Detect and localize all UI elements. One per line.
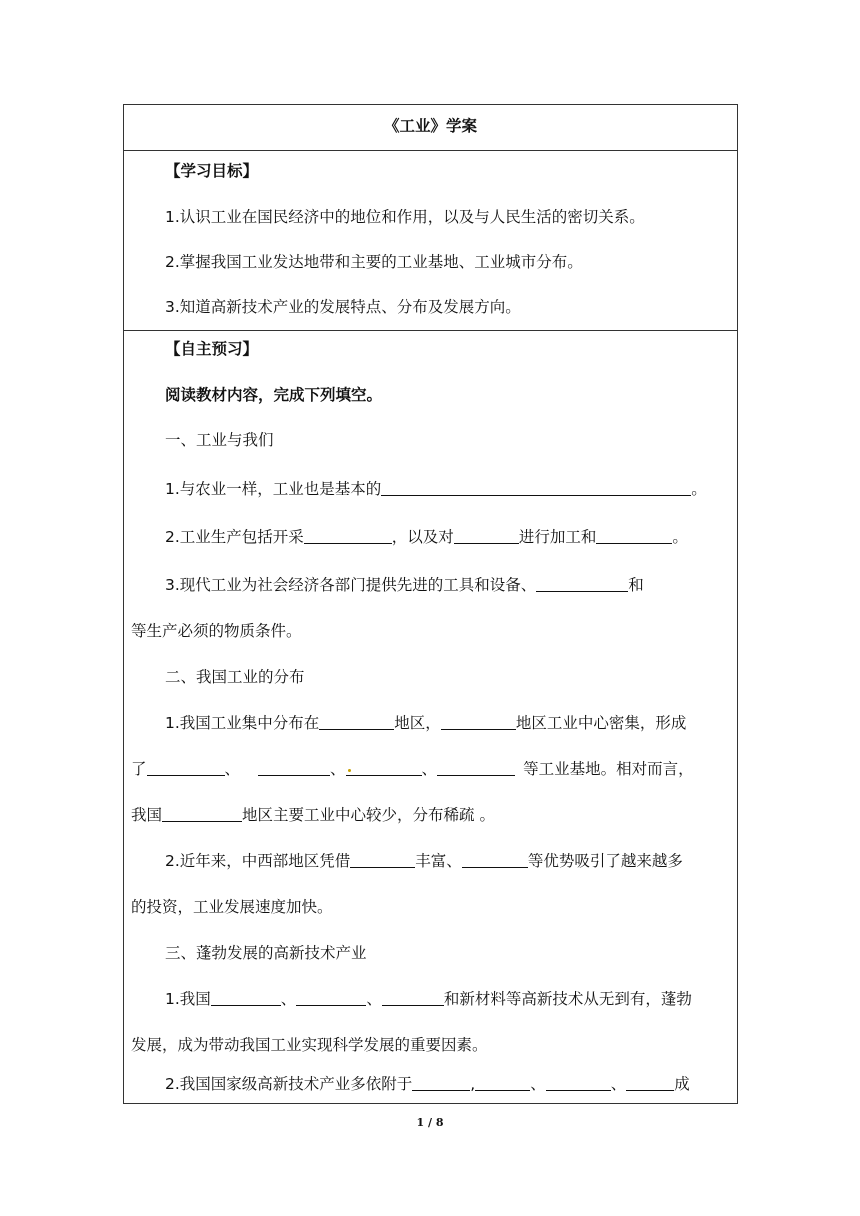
- preview-instruction: 阅读教材内容，完成下列填空。: [165, 386, 383, 404]
- preview-heading: 【自主预习】: [165, 340, 259, 358]
- answer-blank[interactable]: [162, 805, 242, 822]
- goals-heading: 【学习目标】: [165, 162, 259, 180]
- answer-blank[interactable]: [454, 527, 519, 544]
- page-number: 1 / 8: [416, 1116, 444, 1129]
- answer-blank[interactable]: [626, 1074, 674, 1091]
- question-line: 1.我国工业集中分布在 地区， 地区工业中心密集，形成: [165, 714, 687, 732]
- answer-blank[interactable]: [462, 851, 528, 868]
- answer-blank[interactable]: [596, 527, 672, 544]
- answer-blank[interactable]: [147, 759, 225, 776]
- answer-blank[interactable]: [382, 989, 444, 1006]
- answer-blank[interactable]: [441, 713, 516, 730]
- answer-blank[interactable]: [437, 759, 515, 776]
- question-line: 3.现代工业为社会经济各部门提供先进的工具和设备、 和: [165, 576, 644, 594]
- question-line: 发展，成为带动我国工业实现科学发展的重要因素。: [131, 1036, 488, 1054]
- question-line: 2.近年来，中西部地区凭借 丰富、 等优势吸引了越来越多: [165, 852, 683, 870]
- question-line: 2.我国国家级高新技术产业多依附于 , 、 、 成: [165, 1075, 690, 1093]
- answer-blank[interactable]: [536, 575, 628, 592]
- question-line: 1.与农业一样，工业也是基本的 。: [165, 480, 707, 498]
- worksheet-table: [123, 104, 738, 1104]
- title-row: [124, 105, 737, 151]
- section-heading: 二、我国工业的分布: [165, 668, 305, 686]
- section-heading: 一、工业与我们: [165, 431, 274, 449]
- question-line: 我国 地区主要工业中心较少，分布稀疏 。: [131, 806, 495, 824]
- question-line: 等生产必须的物质条件。: [131, 622, 302, 640]
- question-line: 1.我国 、 、 和新材料等高新技术从无到有，蓬勃: [165, 990, 692, 1008]
- goal-item: 1.认识工业在国民经济中的地位和作用，以及与人民生活的密切关系。: [165, 208, 645, 226]
- answer-blank[interactable]: [319, 713, 394, 730]
- page-title: 《工业》学案: [383, 117, 477, 135]
- answer-blank[interactable]: [258, 759, 330, 776]
- goal-item: 2.掌握我国工业发达地带和主要的工业基地、工业城市分布。: [165, 253, 583, 271]
- learning-goals-section: [124, 151, 737, 331]
- section-heading: 三、蓬勃发展的高新技术产业: [165, 944, 367, 962]
- answer-blank[interactable]: [381, 479, 691, 496]
- answer-blank[interactable]: [211, 989, 281, 1006]
- answer-blank[interactable]: [412, 1074, 470, 1091]
- answer-blank[interactable]: [296, 989, 366, 1006]
- question-line: 的投资，工业发展速度加快。: [131, 898, 333, 916]
- answer-blank[interactable]: [546, 1074, 611, 1091]
- question-line: 2.工业生产包括开采 ，以及对 进行加工和 。: [165, 528, 688, 546]
- answer-blank[interactable]: [475, 1074, 530, 1091]
- question-line: 了 、 、 、 等工业基地。相对而言，: [131, 760, 694, 778]
- answer-blank[interactable]: [304, 527, 392, 544]
- goal-item: 3.知道高新技术产业的发展特点、分布及发展方向。: [165, 298, 521, 316]
- answer-blank[interactable]: [346, 759, 422, 776]
- answer-blank[interactable]: [350, 851, 415, 868]
